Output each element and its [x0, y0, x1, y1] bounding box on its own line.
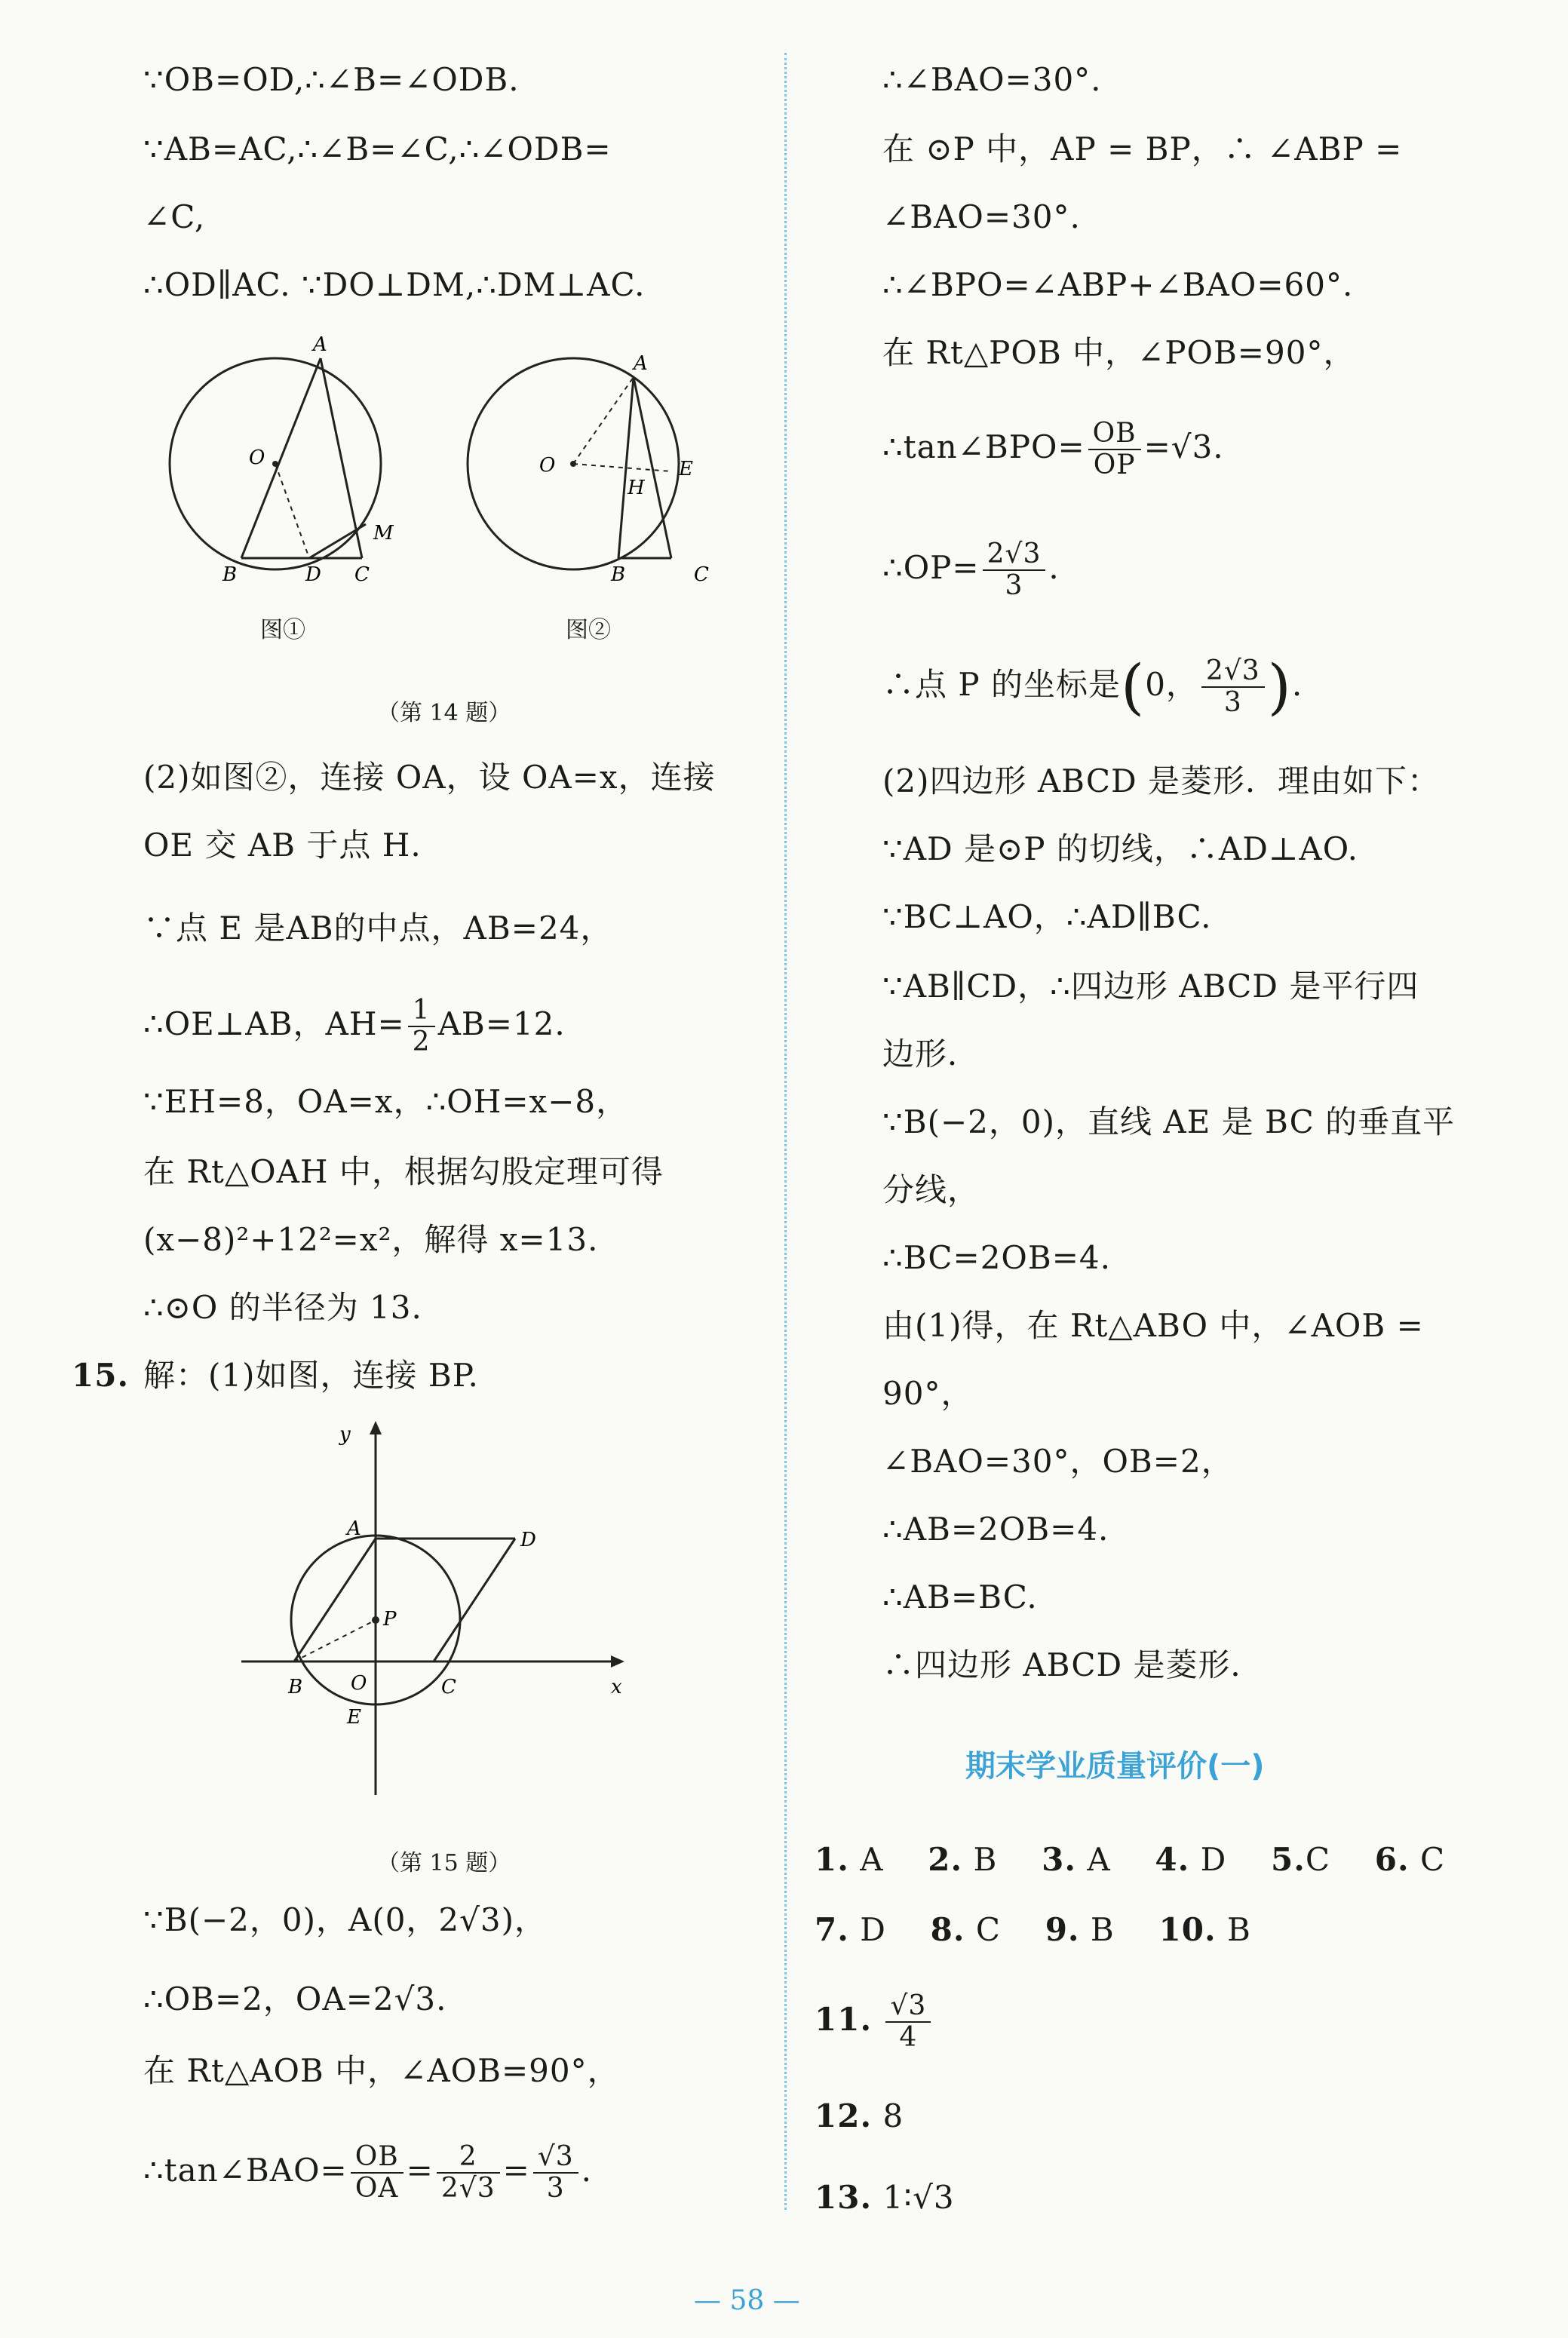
text-segment: ∴tan∠BAO=: [143, 2152, 348, 2189]
text-segment: ∴tan∠BPO=: [882, 428, 1085, 465]
text-line: 90°，: [882, 1375, 974, 1412]
figure-14: [151, 324, 754, 626]
answer-number: 4.: [1155, 1841, 1190, 1878]
text-line: ∴OD∥AC. ∵DO⊥DM,∴DM⊥AC.: [143, 266, 646, 303]
answer-value: C: [1419, 1841, 1446, 1878]
text-line: ∵AB∥CD，∴四边形 ABCD 是平行四: [882, 968, 1419, 1005]
text-segment: AB=12.: [437, 1005, 566, 1042]
text-segment: 0，: [1145, 666, 1198, 703]
answer-value: C: [975, 1911, 1001, 1948]
label-b: B: [222, 563, 238, 586]
text-line: 在 Rt△AOB 中，∠AOB=90°，: [143, 2052, 620, 2089]
text-line: OE 交 AB 于点 H.: [143, 827, 422, 864]
text-line: ∵AD 是⊙P 的切线，∴AD⊥AO.: [882, 830, 1359, 867]
answer-row: [815, 1840, 1445, 1879]
label-d: D: [305, 563, 321, 586]
axis-x-label: x: [611, 1676, 622, 1698]
text-segment: ∴OE⊥AB，AH=: [143, 1005, 405, 1042]
label-p: P: [383, 1608, 397, 1631]
text-line: ∴∠BPO=∠ABP+∠BAO=60°.: [882, 266, 1354, 303]
fraction: $\frac{2√3}{3}$: [1201, 656, 1265, 718]
formula-line: ∴tan∠BAO= $\frac{OB}{OA}$ = $\frac{2}{2√3}$ = $\frac{√3}{3}$ .: [143, 2141, 593, 2204]
text-line: 分线，: [882, 1171, 980, 1208]
answer-number: 11.: [815, 2001, 873, 2038]
answer-number: 6.: [1374, 1841, 1410, 1878]
answer-value: 1∶√3: [882, 2179, 955, 2216]
text-line: 由(1)得，在 Rt△ABO 中，∠AOB =: [882, 1307, 1424, 1344]
fraction: $\frac{√3}{3}$: [533, 2142, 578, 2204]
text-line: ∵B(−2，0)，直线 AE 是 BC 的垂直平: [882, 1103, 1456, 1140]
label-o: O: [539, 454, 556, 477]
text-line: ∵AB=AC,∴∠B=∠C,∴∠ODB=: [143, 130, 612, 167]
answer-number: 8.: [930, 1911, 965, 1948]
text-line: ∵点 E 是AB的中点，AB=24，: [143, 910, 613, 947]
text-segment: ∴OP=: [882, 549, 980, 586]
answer-number: 13.: [815, 2179, 873, 2216]
text-line: (2)四边形 ABCD 是菱形．理由如下：: [882, 762, 1440, 799]
label-a: A: [313, 333, 327, 356]
text-line: ∵EH=8，OA=x，∴OH=x−8，: [143, 1083, 629, 1120]
answer-value: B: [973, 1841, 998, 1878]
label-o: O: [351, 1672, 367, 1695]
answer-row: [815, 1910, 1251, 1950]
label-d: D: [520, 1529, 536, 1551]
column-divider: [784, 53, 787, 2210]
formula-line: [143, 996, 566, 1057]
answer-number: 7.: [815, 1911, 849, 1948]
question-number: 15.: [72, 1357, 130, 1394]
text-line: (x−8)²+12²=x²，解得 x=13.: [143, 1221, 599, 1258]
label-e: E: [679, 458, 693, 480]
label-o: O: [249, 446, 265, 469]
answer-number: 2.: [928, 1841, 963, 1878]
text-line: ∴∠BAO=30°.: [882, 61, 1102, 98]
text-line: (2)如图②，连接 OA，设 OA=x，连接: [143, 759, 716, 796]
answer-value: 8: [882, 2097, 904, 2134]
answer-row: [815, 1991, 934, 2053]
figure-caption: （第 15 题）: [377, 1850, 511, 1876]
fraction: $\frac{2√3}{3}$: [983, 539, 1046, 601]
fraction: $\frac{√3}{4}$: [885, 1991, 931, 2053]
answer-value: C: [1305, 1841, 1330, 1878]
formula-line: [882, 539, 1060, 601]
text-line: ∴BC=2OB=4.: [882, 1239, 1111, 1276]
text-segment: .: [581, 2152, 593, 2189]
answer-number: 1.: [815, 1841, 849, 1878]
answer-value: A: [860, 1841, 884, 1878]
figure-caption: （第 14 题）: [377, 700, 511, 726]
text-line: 在 Rt△POB 中，∠POB=90°，: [882, 334, 1356, 371]
label-c: C: [694, 563, 709, 586]
text-line: ∴AB=BC.: [882, 1579, 1038, 1615]
answer-row: [815, 2097, 904, 2136]
text-segment: .: [1291, 666, 1303, 703]
text-segment: ∴点 P 的坐标是: [882, 666, 1121, 703]
text-segment: =√3.: [1143, 428, 1224, 465]
text-line: 在 ⊙P 中，AP = BP，∴ ∠ABP =: [882, 130, 1403, 167]
page-number: — 58 —: [694, 2285, 800, 2316]
fig2-caption: 图②: [566, 617, 611, 643]
label-a: A: [634, 352, 648, 375]
text-segment: .: [1048, 549, 1060, 586]
formula-line: ∴点 P 的坐标是(0， $\frac{2√3}{3}$ ).: [882, 652, 1303, 722]
fraction: $\frac{2}{2√3}$: [437, 2142, 500, 2204]
fraction: $\frac{OB}{OP}$: [1088, 419, 1141, 480]
text-line: ∴AB=2OB=4.: [882, 1511, 1109, 1548]
answer-value: A: [1087, 1841, 1111, 1878]
text-line: ∠BAO=30°，OB=2，: [882, 1443, 1234, 1480]
formula-line: [882, 419, 1224, 480]
label-m: M: [373, 522, 394, 545]
label-h: H: [628, 477, 645, 499]
label-a: A: [347, 1517, 361, 1540]
text-line: ∠C,: [143, 198, 206, 235]
answer-value: B: [1090, 1911, 1115, 1948]
fraction: $\frac{1}{2}$: [408, 996, 435, 1057]
answer-number: 12.: [815, 2097, 873, 2134]
text-line: ∠BAO=30°.: [882, 198, 1081, 235]
text-line: ∴⊙O 的半径为 13.: [143, 1289, 422, 1326]
answer-row: [815, 2178, 955, 2217]
answer-value: D: [860, 1911, 886, 1948]
text-line: 解：(1)如图，连接 BP.: [143, 1357, 479, 1394]
label-b: B: [288, 1676, 303, 1698]
answer-number: 10.: [1158, 1911, 1217, 1948]
text-line: ∵BC⊥AO，∴AD∥BC.: [882, 898, 1212, 935]
text-line: ∴四边形 ABCD 是菱形．: [882, 1646, 1263, 1683]
answer-number: 9.: [1045, 1911, 1080, 1948]
figure-15: [241, 1418, 634, 1810]
answer-value: B: [1226, 1911, 1251, 1948]
label-b: B: [611, 563, 626, 586]
text-line: 在 Rt△OAH 中，根据勾股定理可得: [143, 1153, 664, 1190]
answer-value: D: [1200, 1841, 1227, 1878]
label-c: C: [354, 563, 370, 586]
answer-number: 3.: [1042, 1841, 1076, 1878]
fig1-caption: 图①: [260, 617, 305, 643]
fraction: $\frac{OB}{OA}$: [351, 2142, 404, 2204]
text-line: ∴OB=2，OA=2√3.: [143, 1981, 447, 2017]
label-c: C: [441, 1676, 456, 1698]
section-title: 期末学业质量评价(一): [965, 1749, 1265, 1784]
label-e: E: [347, 1706, 361, 1729]
text-line: 边形．: [882, 1036, 980, 1072]
axis-y-label: y: [339, 1423, 351, 1446]
answer-number: 5.: [1271, 1841, 1306, 1878]
text-line: ∵OB=OD,∴∠B=∠ODB.: [143, 61, 520, 98]
text-line: ∵B(−2，0)，A(0，2√3)，: [143, 1901, 548, 1938]
